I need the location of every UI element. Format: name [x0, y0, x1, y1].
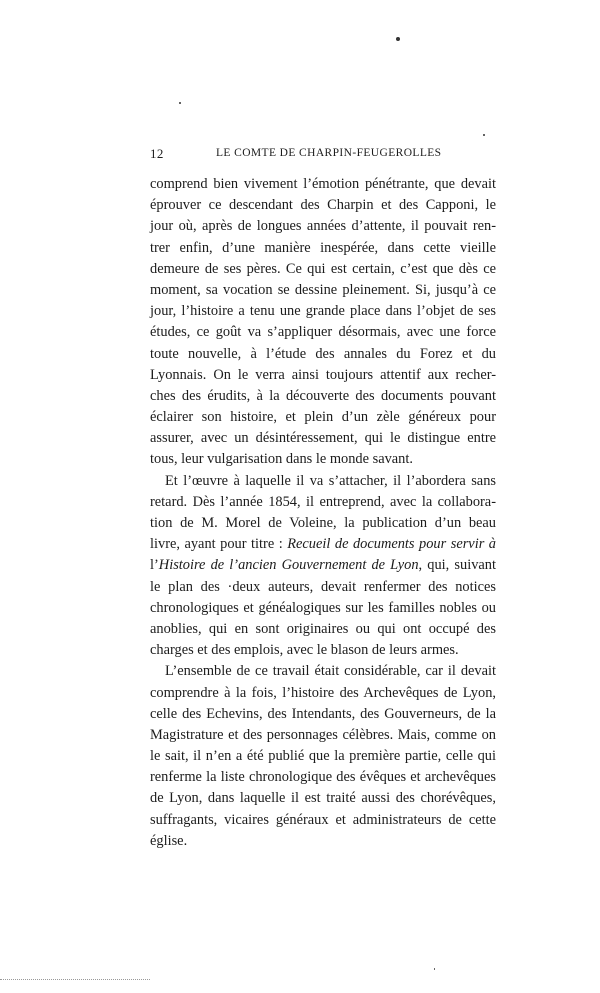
text-line: tion de M. Morel de Voleine, la publication d’un beau: [150, 515, 496, 531]
text-line: le sait, il n’en a été publié que la première partie, celle qui: [150, 748, 496, 765]
text-line: tous, leur vulgarisation dans le monde savant.: [150, 451, 413, 468]
text-line: toute nouvelle, à l’étude des annales du Forez et du: [150, 345, 496, 362]
text-line: renferme la liste chronologique des évêques et archevêques: [150, 769, 496, 786]
paragraph: [150, 174, 496, 471]
text-line: jour, l’histoire a tenu une grande place dans l’objet de ses: [150, 303, 496, 320]
text-line: Et l’œuvre à laquelle il va s’attacher, il l’abordera sans: [165, 472, 496, 489]
paragraph: [150, 661, 496, 852]
text-line: L’ensemble de ce travail était considérable, car il devait: [165, 663, 496, 680]
text-line: [150, 534, 496, 555]
text-line: le plan des ·deux auteurs, devait renfermer des notices: [150, 578, 496, 595]
text-line: ches des érudits, à la découverte des documents pouvant: [150, 387, 496, 404]
text-line: [150, 555, 496, 576]
text-line: comprend bien vivement l’émotion pénétrante, que devait: [150, 176, 496, 192]
running-head: [150, 146, 496, 162]
book-title-italic: Histoire de l’ancien Gouvernement de Lyon: [158, 557, 419, 574]
scan-speck: [396, 37, 400, 41]
scan-edge-mark: [0, 979, 150, 980]
scan-speck: [483, 134, 485, 136]
text-run: , qui, suivant: [418, 557, 496, 574]
text-line: éclairer son histoire, et plein d’un zèle généreux pour: [150, 409, 496, 426]
text-line: comprendre à la fois, l’histoire des Archevêques de Lyon,: [150, 684, 496, 701]
book-title-italic: Recueil de documents pour servir à: [287, 536, 496, 553]
text-line: trer enfin, d’une manière inespérée, dans cette vieille: [150, 239, 496, 256]
text-line: moment, sa vocation se dessine pleinement. Si, jusqu’à ce: [150, 281, 496, 298]
text-line: de Lyon, dans laquelle il est traité aussi des chorévêques,: [150, 790, 496, 807]
text-line: éprouver ce descendant des Charpin et des Capponi, le: [150, 197, 496, 214]
running-title: LE COMTE DE CHARPIN-FEUGEROLLES: [216, 147, 442, 159]
text-line: chronologiques et généalogiques sur les familles nobles ou: [150, 599, 496, 616]
page-number: 12: [150, 146, 164, 161]
text-line: Lyonnais. On le verra ainsi toujours attentif aux recher-: [150, 366, 496, 383]
text-line: jour où, après de longues années d’attente, il pouvait ren-: [150, 218, 496, 235]
text-line: église.: [150, 832, 188, 849]
text-line: Magistrature et des personnages célèbres. Mais, comme on: [150, 726, 496, 743]
paragraph: [150, 471, 496, 662]
text-line: assurer, avec un désintéressement, qui le distingue entre: [150, 430, 496, 447]
body-text: [150, 174, 496, 852]
text-line: anoblies, qui en sont originaires ou qui ont occupé des: [150, 620, 496, 637]
scan-speck: [434, 968, 435, 970]
text-line: charges et des emplois, avec le blason de leurs armes.: [150, 642, 459, 659]
scan-speck: [179, 102, 181, 104]
text-run: livre, ayant pour titre :: [150, 536, 283, 553]
text-line: celle des Echevins, des Intendants, des Gouverneurs, de la: [150, 705, 496, 722]
text-line: demeure de ses pères. Ce qui est certain, c’est que dès ce: [150, 260, 496, 277]
text-line: retard. Dès l’année 1854, il entreprend, avec la collabora-: [150, 493, 496, 510]
text-run: l’: [150, 557, 159, 574]
text-line: suffragants, vicaires généraux et administrateurs de cette: [150, 811, 496, 828]
text-line: études, ce goût va s’appliquer désormais, avec une force: [150, 324, 496, 341]
